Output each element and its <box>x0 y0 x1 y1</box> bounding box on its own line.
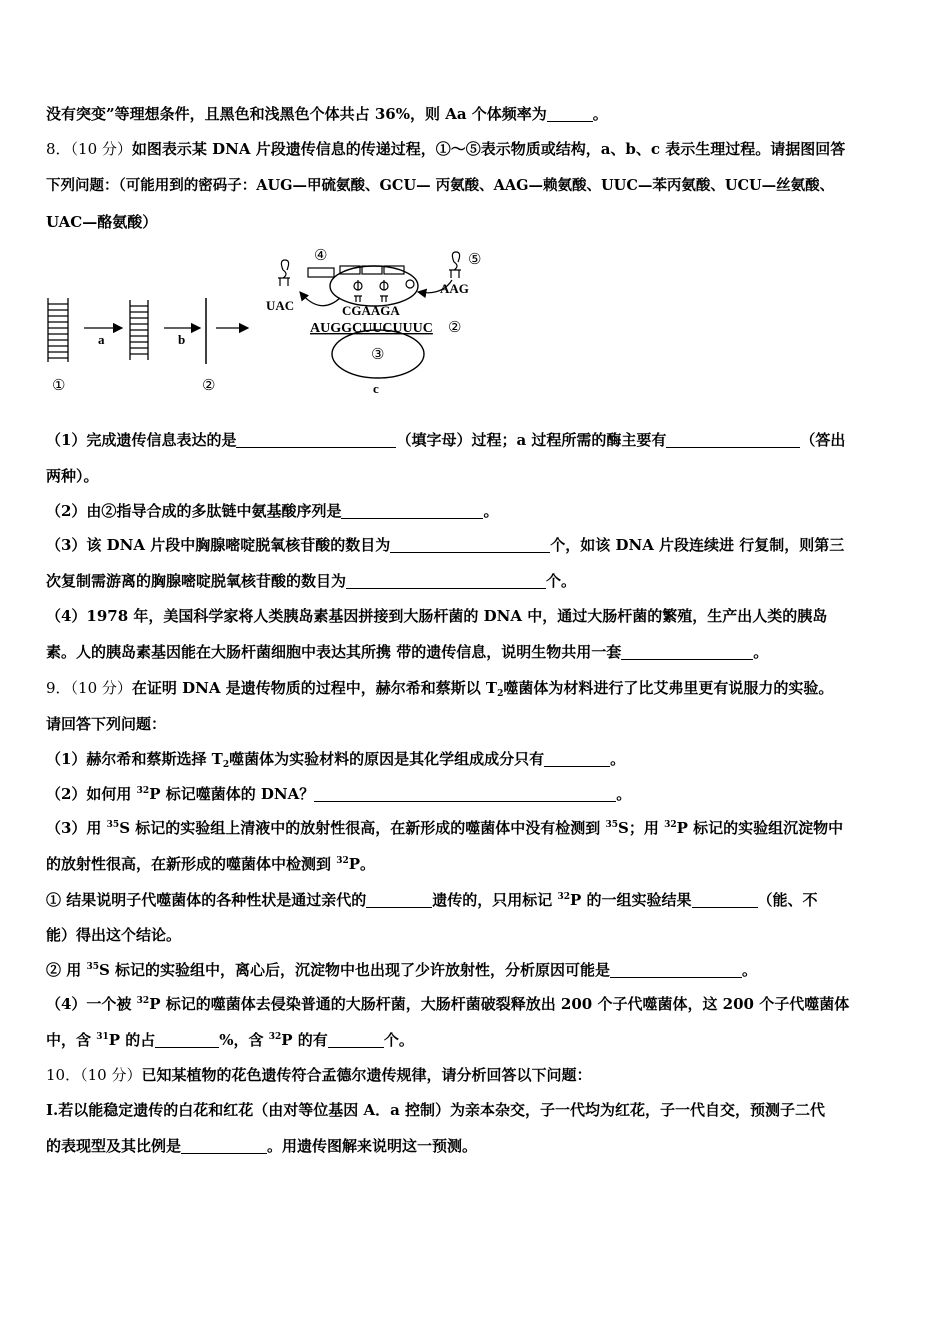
q9-c1-text-c: P 的一组实验结果 <box>570 891 692 909</box>
q10-number: 10．（10 分） <box>46 1066 142 1084</box>
blank-q8-p4-genetic-code[interactable] <box>621 645 753 660</box>
q8-part-4-cont <box>46 642 768 662</box>
q8-stem-2: 下列问题：（可能用到的密码子：AUG—甲硫氨酸、GCU— 丙氨酸、AAG—赖氨酸、UUC—苯丙氨酸、UCU—丝氨酸、 <box>46 177 835 194</box>
q8-number: 8．（10 分） <box>46 140 132 158</box>
q9-conclusion-2 <box>46 960 757 980</box>
label-circle-4: ④ <box>314 248 328 264</box>
q9-p3-text-c: S；用 <box>618 819 665 837</box>
q9-p4-text-a: （4）一个被 <box>46 995 137 1013</box>
label-circle-2b: ② <box>448 320 462 336</box>
q9-c2-text-c: 。 <box>742 961 758 979</box>
blank-q8-p2-sequence[interactable] <box>341 504 483 519</box>
q9-p2-text-a: （2）如何用 <box>46 785 137 803</box>
blank-q9-p4-percent-31p[interactable] <box>155 1033 219 1048</box>
q8-stem-3: UAC—酪氨酸） <box>46 213 158 231</box>
ribosome-large-subunit <box>330 266 418 306</box>
q9-part-4-cont <box>46 1030 414 1050</box>
q8-p1-text-c: （答出 <box>800 431 846 449</box>
q9-p3-text-f: P。 <box>348 855 376 873</box>
mrna-sequence: AUGGCUUCUUUC <box>310 321 433 336</box>
blank-q9-c2-reason[interactable] <box>610 963 742 978</box>
q8-part-1 <box>46 430 845 450</box>
q9-p1-text-a: （1）赫尔希和蔡斯选择 T <box>46 750 223 768</box>
q9-c1-text-d: （能、不 <box>757 891 818 909</box>
q9-p3-sup-1: 35 <box>106 820 120 830</box>
q9-part-3 <box>46 818 843 838</box>
q8-part-1-cont <box>46 466 99 486</box>
q9-c1-text-b: 遗传的，只用标记 <box>432 891 558 909</box>
blank-q8-p3-thymine-count[interactable] <box>390 538 550 553</box>
q9-p4-text-g: 个。 <box>383 1031 414 1049</box>
q9-number: 9．（10 分） <box>46 679 132 697</box>
q9-stem-line-1 <box>46 678 833 698</box>
q8-stem-line-2 <box>46 176 834 196</box>
q8-p3-text-c: 次复制需游离的胸腺嘧啶脱氧核苷酸的数目为 <box>46 572 347 590</box>
q9-c2-text-b: S 标记的实验组中，离心后，沉淀物中也出现了少许放射性，分析原因可能是 <box>98 961 611 979</box>
label-circle-1: ① <box>52 378 66 394</box>
blank-q10-phenotype-ratio[interactable] <box>181 1139 267 1154</box>
q9-p3-text-a: （3）用 <box>46 819 107 837</box>
q10-l2-text-a: 的表现型及其比例是 <box>46 1137 182 1155</box>
q9-conclusion-1-cont <box>46 925 181 945</box>
q8-p1-text-a: （1）完成遗传信息表达的是 <box>46 431 237 449</box>
q8-p3-text-b: 个，如该 DNA 片段连续进 行复制，则第三 <box>550 536 845 554</box>
q9-p4-sup-3: 32 <box>268 1032 282 1042</box>
q8-p3-text-a: （3）该 DNA 片段中胸腺嘧啶脱氧核苷酸的数目为 <box>46 536 391 554</box>
label-b: b <box>178 332 186 347</box>
trna-left <box>278 260 290 286</box>
q8-stem-1: 如图表示某 DNA 片段遗传信息的传递过程，①～⑤表示物质或结构，a、b、c 表示生理过程。请据图回答 <box>131 140 846 158</box>
q8-p3-text-d: 个。 <box>546 572 577 590</box>
q9-p1-subscript: 2 <box>222 760 230 770</box>
q9-p3-text-e: 的放射性很高，在新形成的噬菌体中检测到 <box>46 855 337 873</box>
q9-conclusion-1 <box>46 890 818 910</box>
blank-aa-frequency[interactable] <box>547 107 593 122</box>
q9-c1-text-a: ① 结果说明子代噬菌体的各种性状是通过亲代的 <box>46 891 367 909</box>
blank-q8-p1-enzymes[interactable] <box>666 433 800 448</box>
q8-p4-text-c: 。 <box>753 643 769 661</box>
q9-c1-text-e: 能）得出这个结论。 <box>46 926 182 944</box>
q9-p3-sup-2: 35 <box>605 820 619 830</box>
ribosome-diagram <box>266 248 481 396</box>
dna-ladder-left <box>48 298 68 362</box>
q9-stem-b: 噬菌体为材料进行了比艾弗里更有说服力的实验。 <box>503 679 834 697</box>
q8-part-4 <box>46 606 827 626</box>
trna-right-anticodon: AAG <box>440 281 469 296</box>
q9-c1-sup: 32 <box>557 892 570 902</box>
q9-p4-text-b: P 标记的噬菌体去侵染普通的大肠杆菌，大肠杆菌破裂释放出 200 个子代噬菌体，这 200 个子代噬菌体 <box>149 995 850 1013</box>
trna-middle-anticodons: CGAAGA <box>342 303 400 318</box>
blank-q9-p4-count-32p[interactable] <box>328 1033 384 1048</box>
q9-p4-text-e: %，含 <box>219 1031 269 1049</box>
trna-right <box>449 252 461 278</box>
q9-subscript-2: 2 <box>497 689 504 699</box>
q9-p3-text-d: P 标记的实验组沉淀物中 <box>676 819 844 837</box>
blank-q8-p3-third-replication[interactable] <box>346 574 546 589</box>
q9-part-3-cont <box>46 854 375 874</box>
intro-tail: 。 <box>592 105 608 123</box>
q9-stem-2: 请回答下列问题： <box>46 715 167 733</box>
q9-part-1 <box>46 749 625 769</box>
label-circle-2: ② <box>202 378 216 394</box>
blank-q9-c1-can-or-not[interactable] <box>692 893 758 908</box>
q8-part-3-cont <box>46 571 576 591</box>
q9-stem-a: 在证明 DNA 是遗传物质的过程中，赫尔希和蔡斯以 T <box>131 679 498 697</box>
intro-line <box>46 104 608 124</box>
blank-q8-p1-process[interactable] <box>236 433 396 448</box>
q8-p4-text-a: （4）1978 年，美国科学家将人类胰岛素基因拼接到大肠杆菌的 DNA 中，通过大肠杆菌的繁殖，生产出人类的胰岛 <box>46 607 828 625</box>
q9-p2-text-b: P 标记噬菌体的 DNA？ <box>149 785 315 803</box>
q9-p4-sup-1: 32 <box>136 996 150 1006</box>
q8-stem-line-1 <box>46 139 845 159</box>
label-circle-5: ⑤ <box>468 252 482 268</box>
polypeptide-chain <box>308 268 334 277</box>
q8-p2-text-a: （2）由②指导合成的多肽链中氨基酸序列是 <box>46 502 342 520</box>
dna-transmission-figure <box>40 240 500 400</box>
q9-c2-text-a: ② 用 <box>46 961 87 979</box>
label-a: a <box>98 332 105 347</box>
q9-stem-line-2 <box>46 714 166 734</box>
q10-part-1-cont <box>46 1136 477 1156</box>
q9-p1-text-c: 。 <box>610 750 626 768</box>
label-c: c <box>373 381 379 396</box>
q9-p1-text-b: 噬菌体为实验材料的原因是其化学组成成分只有 <box>229 750 545 768</box>
q8-stem-line-3 <box>46 212 157 232</box>
q9-c2-sup: 35 <box>86 962 99 972</box>
q9-p2-text-c: 。 <box>616 785 632 803</box>
q8-p4-text-b: 素。人的胰岛素基因能在大肠杆菌细胞中表达其所携 带的遗传信息，说明生物共用一套 <box>46 643 622 661</box>
q9-part-2 <box>46 784 631 804</box>
blank-q9-p2-method[interactable] <box>314 787 616 802</box>
q10-l1-text: I.若以能稳定遗传的白花和红花（由对等位基因 A．a 控制）为亲本杂交，子一代均为红花，子一代自交，预测子二代 <box>46 1101 826 1119</box>
q10-part-1 <box>46 1100 825 1120</box>
intro-text: 没有突变”等理想条件，且黑色和浅黑色个体共占 36%，则 Aa 个体频率为 <box>46 105 547 123</box>
q9-p2-sup: 32 <box>136 786 150 796</box>
q10-stem-line <box>46 1065 591 1085</box>
q8-p1-text-b: （填字母）过程；a 过程所需的酶主要有 <box>396 431 667 449</box>
label-circle-3: ③ <box>371 347 385 363</box>
q9-part-4 <box>46 994 849 1014</box>
q8-p1-text-d: 两种）。 <box>46 467 99 485</box>
q9-p4-text-f: P 的有 <box>281 1031 328 1049</box>
q9-p4-sup-2: 31 <box>96 1032 109 1042</box>
q9-p3-sup-4: 32 <box>336 856 349 866</box>
q9-p3-text-b: S 标记的实验组上清液中的放射性很高，在新形成的噬菌体中没有检测到 <box>119 819 606 837</box>
blank-q9-p1-components[interactable] <box>544 752 610 767</box>
dna-ladder-middle <box>130 300 148 360</box>
q9-p4-text-c: 中，含 <box>46 1031 97 1049</box>
q8-part-2 <box>46 501 498 521</box>
q9-p4-text-d: P 的占 <box>108 1031 156 1049</box>
trna-left-anticodon: UAC <box>266 298 295 313</box>
q8-part-3 <box>46 535 844 555</box>
q9-p3-sup-3: 32 <box>664 820 677 830</box>
q10-stem: 已知某植物的花色遗传符合孟德尔遗传规律，请分析回答以下问题： <box>141 1066 592 1084</box>
q8-p2-text-b: 。 <box>483 502 499 520</box>
q10-l2-text-b: 。用遗传图解来说明这一预测。 <box>267 1137 478 1155</box>
blank-q9-c1-substance[interactable] <box>366 893 432 908</box>
